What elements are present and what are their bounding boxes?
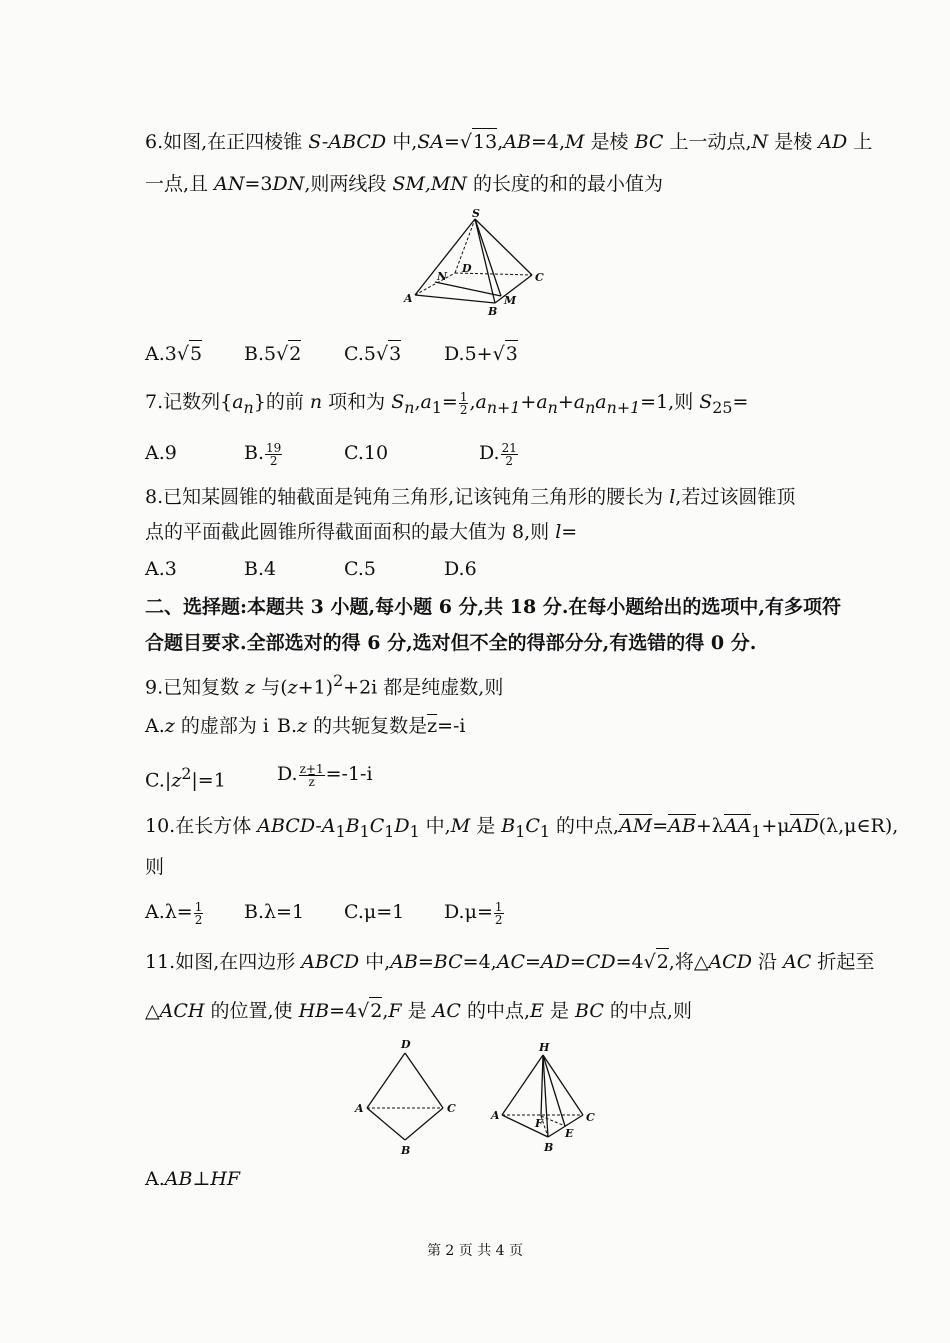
q8-option-d: D.6 bbox=[444, 558, 477, 580]
q9-option-a: A.z 的虚部为 i bbox=[145, 715, 269, 737]
fig1-label-D: D bbox=[401, 1038, 411, 1051]
q10-option-d: D.μ= $\frac{1}{2}$ bbox=[444, 899, 503, 927]
pyramid-figure bbox=[395, 205, 555, 320]
q11-line1: 11.如图,在四边形 ABCD 中,AB=BC=4,AC=AD=CD=4√2,将△ACD 沿 AC 折起至 bbox=[145, 948, 874, 975]
fig1-label-A: A bbox=[355, 1102, 364, 1115]
fig2-label-B: B bbox=[544, 1141, 554, 1154]
fig2-label-C: C bbox=[586, 1111, 595, 1124]
q8-option-b: B.4 bbox=[244, 558, 277, 580]
q7-line: 7.记数列$\{a_n\}$的前 n 项和为 $S_n,a_1=$ $\frac{1}{2}$ $,a_{n+1}+a_n+a_na_{n+1}=1$,则 $S_{25}=$ bbox=[145, 389, 749, 417]
section2-heading-line2: 合题目要求.全部选对的得 6 分,选对但不全的得部分分,有选错的得 0 分. bbox=[145, 632, 757, 654]
fig1-label-C: C bbox=[447, 1102, 456, 1115]
fig2-label-A: A bbox=[491, 1109, 500, 1122]
section2-heading-line1: 二、选择题:本题共 3 小题,每小题 6 分,共 18 分.在每小题给出的选项中,有多项符 bbox=[145, 596, 842, 618]
label-D: D bbox=[462, 262, 472, 275]
label-N: N bbox=[437, 270, 448, 283]
q6-line2: 一点,且 AN=3DN,则两线段 SM,MN 的长度的和的最小值为 bbox=[145, 173, 664, 195]
label-S: S bbox=[472, 207, 480, 220]
q10-line2: 则 bbox=[145, 856, 165, 878]
label-B: B bbox=[488, 305, 498, 318]
q6-option-c: C.5√3 bbox=[344, 340, 401, 367]
q8-option-c: C.5 bbox=[344, 558, 376, 580]
q10-line1: 10.在长方体 ABCD-$A_1B_1C_1D_1$ 中,M 是 $B_1C_1$ 的中点,AM=AB+λAA$_1$+μAD(λ,μ∈R), bbox=[145, 815, 899, 841]
q7-option-b: B. $\frac{19}{2}$ bbox=[244, 440, 282, 468]
label-M: M bbox=[504, 294, 517, 307]
q10-option-b: B.λ=1 bbox=[244, 901, 305, 923]
folded-tetrahedron-figure bbox=[488, 1035, 603, 1160]
q8-option-a: A.3 bbox=[145, 558, 177, 580]
q6-option-d: D.5+√3 bbox=[444, 340, 518, 367]
q10-option-a: A.λ= $\frac{1}{2}$ bbox=[145, 899, 203, 927]
q6-option-a: A.3√5 bbox=[145, 340, 202, 367]
q6-option-b: B.5√2 bbox=[244, 340, 301, 367]
q7-option-d: D. $\frac{21}{2}$ bbox=[479, 440, 517, 468]
q8-line2: 点的平面截此圆锥所得截面面积的最大值为 8,则 l= bbox=[145, 521, 578, 543]
quadrilateral-figure bbox=[350, 1035, 465, 1160]
q7-option-a: A.9 bbox=[145, 442, 177, 464]
label-A: A bbox=[404, 292, 413, 305]
fig2-label-H: H bbox=[539, 1041, 550, 1054]
q9-option-b: B.z 的共轭复数是$\overline{z}=-i$ bbox=[277, 715, 466, 737]
fig1-label-B: B bbox=[401, 1144, 411, 1157]
q9-option-d: D. $\frac{z+1}{z}$ =-1-i bbox=[277, 761, 373, 789]
q7-option-c: C.10 bbox=[344, 442, 389, 464]
fig2-label-E: E bbox=[565, 1127, 574, 1140]
q9-option-c: $C.|z^2|=1$ bbox=[145, 764, 226, 792]
q11-option-a: A.AB⊥HF bbox=[145, 1168, 241, 1190]
page-footer: 第 2 页 共 4 页 bbox=[426, 1243, 524, 1259]
q10-option-c: C.μ=1 bbox=[344, 901, 405, 923]
q11-line2: △ACH 的位置,使 HB=4√2,F 是 AC 的中点,E 是 BC 的中点,则 bbox=[145, 997, 692, 1024]
fig2-label-F: F bbox=[535, 1117, 543, 1130]
label-C: C bbox=[535, 271, 544, 284]
q8-line1: 8.已知某圆锥的轴截面是钝角三角形,记该钝角三角形的腰长为 l,若过该圆锥顶 bbox=[145, 486, 796, 508]
q9-line: 9.已知复数 z 与$(z+1)^2+2i$ 都是纯虚数,则 bbox=[145, 671, 504, 699]
q6-line1: 6.如图,在正四棱锥 S-ABCD 中,SA=√13,AB=4,M 是棱 BC 上一动点,N 是棱 AD 上 bbox=[145, 128, 872, 155]
